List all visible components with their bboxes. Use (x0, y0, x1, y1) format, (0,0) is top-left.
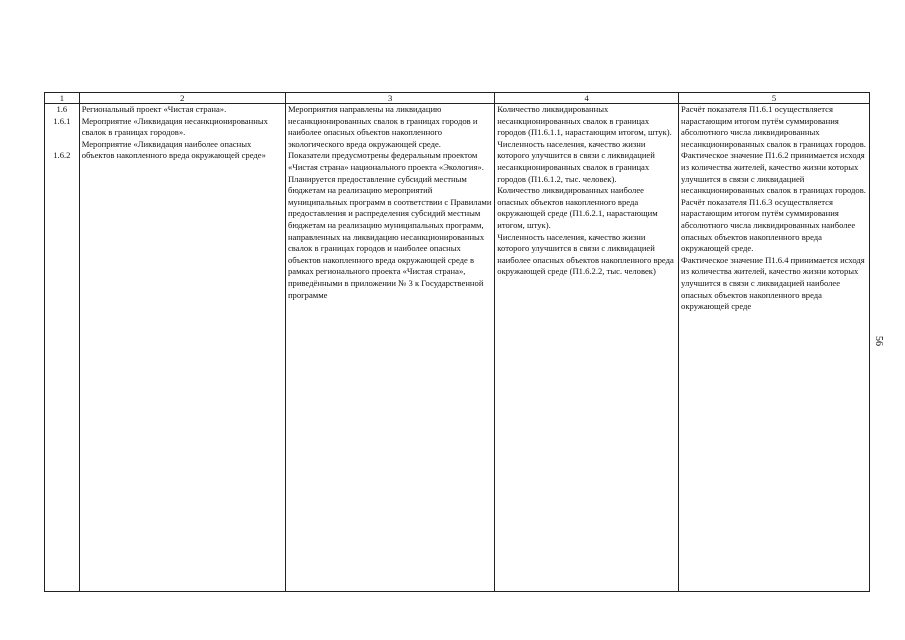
indicator-text: Численность населения, качество жизни которого улучшится в связи с ликвидацией наиболее опасных объектов накопленного вреда окружающей среде (П1.6.2.2, тыс. человек) (497, 231, 674, 277)
column-header-3: 3 (285, 93, 494, 104)
activity-name: Мероприятие «Ликвидация несанкционированных свалок в границах городов». (81, 115, 268, 138)
column-number-row (45, 93, 870, 104)
table-row (45, 104, 870, 592)
page-number: 56 (873, 336, 884, 346)
column-header-2: 2 (79, 93, 285, 104)
description-text: Мероприятия направлены на ликвидацию несанкционированных свалок в границах городов и наиболее опасных объектов накопленного экологического вреда окружающей среде. (287, 104, 478, 149)
indicator-text: Количество ликвидированных наиболее опасных объектов накопленного вреда окружающей среде (П1.6.2.1, нарастающим итогом, штук). (497, 185, 658, 230)
activity-name: Мероприятие «Ликвидация наиболее опасных объектов накопленного вреда окружающей среде» (81, 138, 266, 161)
description-text: Показатели предусмотрены федеральным проектом «Чистая страна» национального проекта «Экология». (287, 150, 484, 172)
indicator-text: Количество ликвидированных несанкционированных свалок в границах городов (П1.6.1.1, нарастающим итогом, штук). (497, 104, 672, 138)
description-cell (285, 104, 494, 592)
item-number: 1.6.2 (53, 150, 71, 161)
calculation-text: Расчёт показателя П1.6.3 осуществляется нарастающим итогом путём суммирования абсолютного числа ликвидированных наиболее опасных объектов накопленного вреда окружающей среде. (681, 196, 856, 254)
activity-name: Региональный проект «Чистая страна». (81, 104, 227, 114)
calculation-text: Фактическое значение П1.6.2 принимается исходя из количества жителей, качество жизни которых улучшится в связи с ликвидацией несанкционированных свалок в границах городов. (681, 150, 866, 196)
item-number: 1.6.1 (53, 115, 71, 126)
calculation-text: Фактическое значение П1.6.4 принимается исходя из количества жителей, качество жизни которых улучшится в связи с ликвидацией наиболее опасных объектов накопленного вреда окружающей среде (681, 254, 865, 312)
program-table (44, 92, 870, 592)
column-header-5: 5 (679, 93, 870, 104)
calculation-cell (679, 104, 870, 592)
item-number: 1.6 (56, 104, 68, 114)
indicator-text: Численность населения, качество жизни которого улучшится в связи с ликвидацией несанкционированных свалок в границах городов (П1.6.1.2, тыс. человек). (497, 138, 655, 184)
column-header-4: 4 (495, 93, 679, 104)
indicator-cell (495, 104, 679, 592)
description-text: Планируется предоставление субсидий местным бюджетам на реализацию мероприятий муниципальных программ в соответствии с Правилами предоставления и распределения субсидий местным бюджетам на реализацию муниципальных программ, направленных на ликвидацию несанкционированных свалок в границах городов и наиболее опасных объектов накопленного вреда окружающей среде в рамках регионального проекта «Чистая страна», приведёнными в приложении № 3 к Государственной программе (287, 173, 492, 300)
column-header-1: 1 (45, 93, 80, 104)
item-number-cell (45, 104, 80, 592)
activity-name-cell (79, 104, 285, 592)
calculation-text: Расчёт показателя П1.6.1 осуществляется нарастающим итогом путём суммирования абсолютного числа ликвидированных несанкционированных свалок в границах городов. (681, 104, 866, 149)
